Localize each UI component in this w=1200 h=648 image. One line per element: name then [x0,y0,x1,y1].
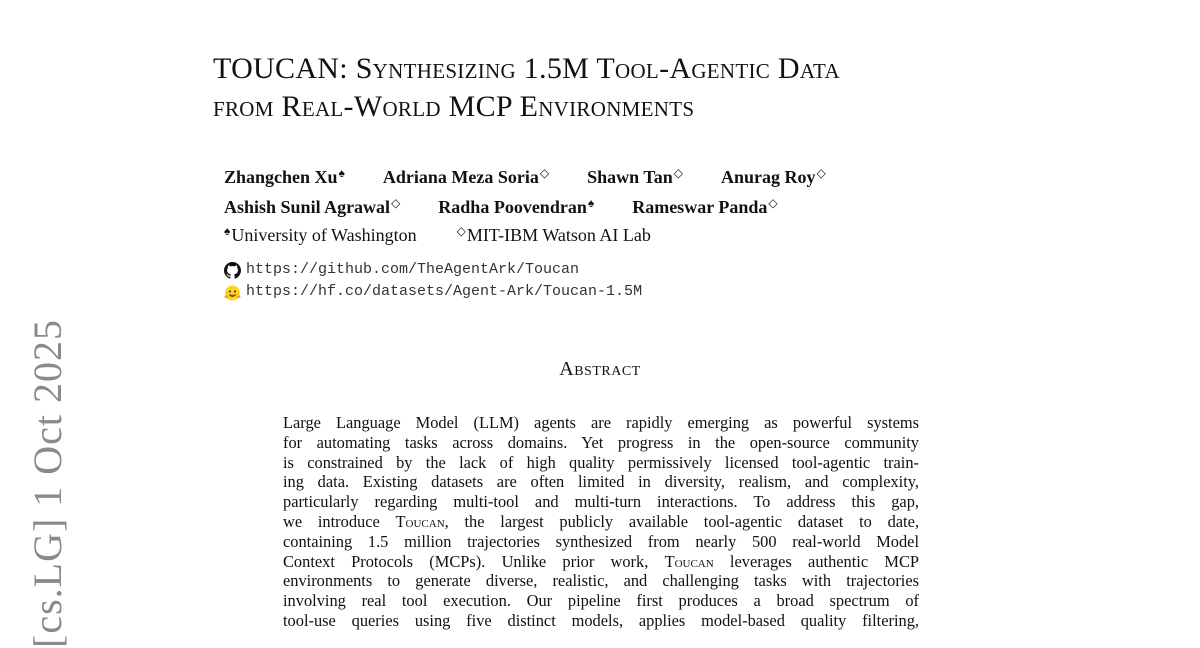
abstract-line: we introduce Toucan, the largest publicly available tool-agentic dataset to date, [283,511,919,531]
abstract-line: Context Protocols (MCPs). Unlike prior work, Toucan leverages authentic MCP [283,551,919,571]
affiliation [224,224,417,246]
affiliation-mark: ♠ [587,196,595,210]
affiliation-mark: ◇ [673,166,683,180]
arxiv-stamp: [cs.LG] 1 Oct 2025 [25,318,70,648]
abstract-line: environments to generate diverse, realistic, and challenging tasks with trajectories [283,571,919,591]
affiliation [457,224,651,246]
resource-links [224,259,642,303]
github-icon [224,262,241,279]
abstract-body [283,413,919,631]
huggingface-icon [224,284,241,301]
abstract-line: for automating tasks across domains. Yet progress in the open-source community [283,432,919,452]
affiliation-mark: ♠ [224,224,231,238]
github-link[interactable]: https://github.com/TheAgentArk/Toucan [246,261,580,278]
affiliation-mark: ◇ [456,224,466,238]
author-name: Zhangchen Xu [224,167,338,187]
title-line-1: TOUCAN: Synthesizing 1.5M Tool-Agentic Data [213,52,840,85]
author-name: Rameswar Panda [632,197,768,217]
github-link-row[interactable] [224,259,642,281]
author-row-2 [224,190,864,220]
affiliation-name: MIT-IBM Watson AI Lab [466,225,651,245]
author-name: Anurag Roy [720,167,816,187]
abstract-line: is constrained by the lack of high quality permissively licensed tool-agentic train- [283,452,919,472]
abstract-heading: Abstract [559,358,641,380]
affiliation-list [224,224,691,246]
hf-link-row[interactable] [224,281,642,303]
abstract-line: Large Language Model (LLM) agents are rapidly emerging as powerful systems [283,413,919,432]
author [224,160,345,190]
paper-title [213,50,1033,126]
abstract-line: containing 1.5 million trajectories synthesized from nearly 500 real-world Model [283,531,919,551]
author [383,160,549,190]
affiliation-mark: ◇ [816,166,826,180]
abstract-line: involving real tool execution. Our pipeline first produces a broad spectrum of [283,591,919,611]
abstract-line: particularly regarding multi-tool and multi-turn interactions. To address this gap, [283,492,919,512]
author-name: Adriana Meza Soria [382,167,539,187]
author [438,190,594,220]
author-list [224,160,864,220]
author [721,160,826,190]
title-line-2: from Real-World MCP Environments [213,90,695,123]
author-name: Ashish Sunil Agrawal [224,197,391,217]
abstract-line: tool-use queries using five distinct models, applies model-based quality filtering, [283,610,919,630]
author [632,190,777,220]
affiliation-name: University of Washington [231,225,417,245]
author-row-1 [224,160,864,190]
abstract-line: ing data. Existing datasets are often limited in diversity, realism, and complexity, [283,472,919,492]
author-name: Radha Poovendran [438,197,587,217]
affiliation-mark: ◇ [539,166,550,180]
author [587,160,683,190]
hf-link[interactable]: https://hf.co/datasets/Agent-Ark/Toucan-1.5M [246,283,643,300]
affiliation-mark: ◇ [391,196,401,210]
author [224,190,400,220]
author-name: Shawn Tan [587,167,673,187]
affiliation-mark: ♠ [338,166,345,180]
affiliation-mark: ◇ [768,196,778,210]
